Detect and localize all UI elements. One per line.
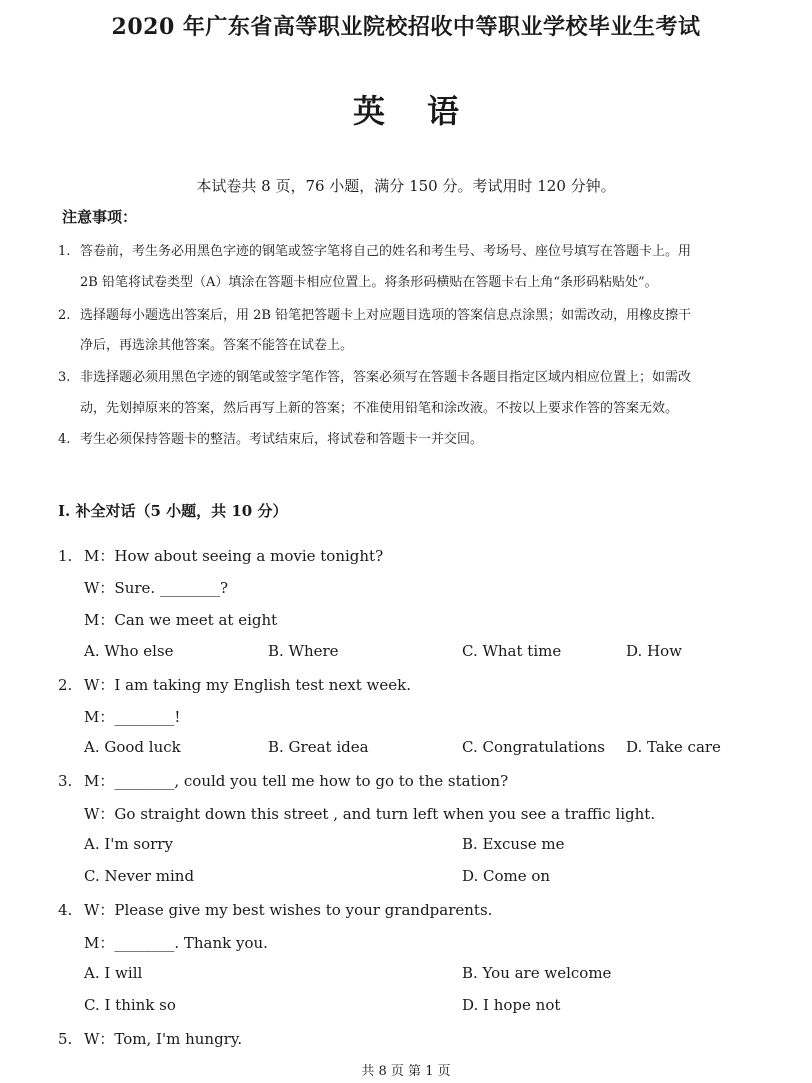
notice-text: 净后，再选涂其他答案。答案不能答在试卷上。	[80, 338, 354, 353]
option-d: D. Take care	[626, 738, 721, 756]
option-a: A. Good luck	[84, 738, 181, 756]
dialogue-line: M：Can we meet at eight	[84, 611, 278, 629]
question-5	[58, 1028, 242, 1049]
dialogue-line: W：Go straight down this street , and turn left when you see a traffic light.	[84, 805, 656, 823]
option-c: C. I think so	[84, 996, 176, 1014]
notice-item-continued	[58, 397, 793, 416]
notice-title: 注意事项：	[62, 208, 138, 226]
question-2	[58, 674, 411, 695]
notice-number: 4.	[58, 432, 71, 447]
notice-item	[58, 304, 793, 323]
page-footer: 共 8 页 第 1 页	[361, 1064, 451, 1079]
option-b: B. Excuse me	[462, 835, 565, 853]
question-number: 4.	[58, 901, 73, 919]
option-d: D. Come on	[462, 867, 551, 885]
option-c: C. Never mind	[84, 867, 195, 885]
dialogue-line: M：________, could you tell me how to go to the station?	[84, 772, 509, 790]
notice-text: 选择题每小题选出答案后，用 2B 铅笔把答题卡上对应题目选项的答案信息点涂黑；如需改动，用橡皮擦干	[80, 308, 692, 323]
dialogue-line: W：Tom, I'm hungry.	[84, 1030, 243, 1048]
option-b: B. You are welcome	[462, 964, 612, 982]
dialogue-line: W：Sure. ________?	[84, 579, 228, 597]
exam-title: 2020 年广东省高等职业院校招收中等职业学校毕业生考试	[111, 14, 701, 40]
question-3	[58, 770, 508, 791]
exam-info: 本试卷共 8 页，76 小题，满分 150 分。考试用时 120 分钟。	[196, 177, 616, 195]
notice-text: 非选择题必须用黑色字迹的钢笔或签字笔作答，答案必须写在答题卡各题目指定区域内相应位置上；如需改	[80, 370, 692, 385]
option-a: A. I will	[84, 964, 143, 982]
notice-item-continued	[58, 271, 793, 290]
dialogue-line: W：I am taking my English test next week.	[84, 676, 411, 694]
notice-number: 2.	[58, 308, 71, 323]
dialogue-line: W：Please give my best wishes to your grandparents.	[84, 901, 493, 919]
question-number: 5.	[58, 1030, 73, 1048]
question-number: 3.	[58, 772, 73, 790]
option-d: D. I hope not	[462, 996, 561, 1014]
option-c: C. Congratulations	[462, 738, 606, 756]
question-1	[58, 545, 383, 566]
notice-text: 答卷前，考生务必用黑色字迹的钢笔或签字笔将自己的姓名和考生号、考场号、座位号填写在答题卡上。用	[80, 244, 692, 259]
notice-text: 2B 铅笔将试卷类型（A）填涂在答题卡相应位置上。将条形码横贴在答题卡右上角“条形码粘贴处”。	[80, 275, 658, 290]
notice-number: 3.	[58, 370, 71, 385]
option-b: B. Great idea	[268, 738, 369, 756]
notice-item	[58, 240, 793, 259]
dialogue-line: M：________. Thank you.	[84, 934, 268, 952]
option-c: C. What time	[462, 642, 562, 660]
question-number: 2.	[58, 676, 73, 694]
question-4	[58, 899, 492, 920]
option-d: D. How	[626, 642, 682, 660]
option-a: A. I'm sorry	[84, 835, 173, 853]
dialogue-line: M：________!	[84, 708, 181, 726]
section-title: Ⅰ. 补全对话（5 小题，共 10 分）	[58, 502, 288, 520]
question-number: 1.	[58, 547, 73, 565]
dialogue-line: M：How about seeing a movie tonight?	[84, 547, 384, 565]
option-b: B. Where	[268, 642, 339, 660]
subject-heading: 英语	[352, 92, 501, 130]
notice-item	[58, 428, 793, 447]
option-a: A. Who else	[84, 642, 174, 660]
notice-text: 考生必须保持答题卡的整洁。考试结束后，将试卷和答题卡一并交回。	[80, 432, 484, 447]
notice-item	[58, 366, 793, 385]
notice-text: 动，先划掉原来的答案，然后再写上新的答案；不准使用铅笔和涂改液。不按以上要求作答的答案无效。	[80, 401, 679, 416]
notice-number: 1.	[58, 244, 71, 259]
notice-item-continued	[58, 334, 793, 353]
